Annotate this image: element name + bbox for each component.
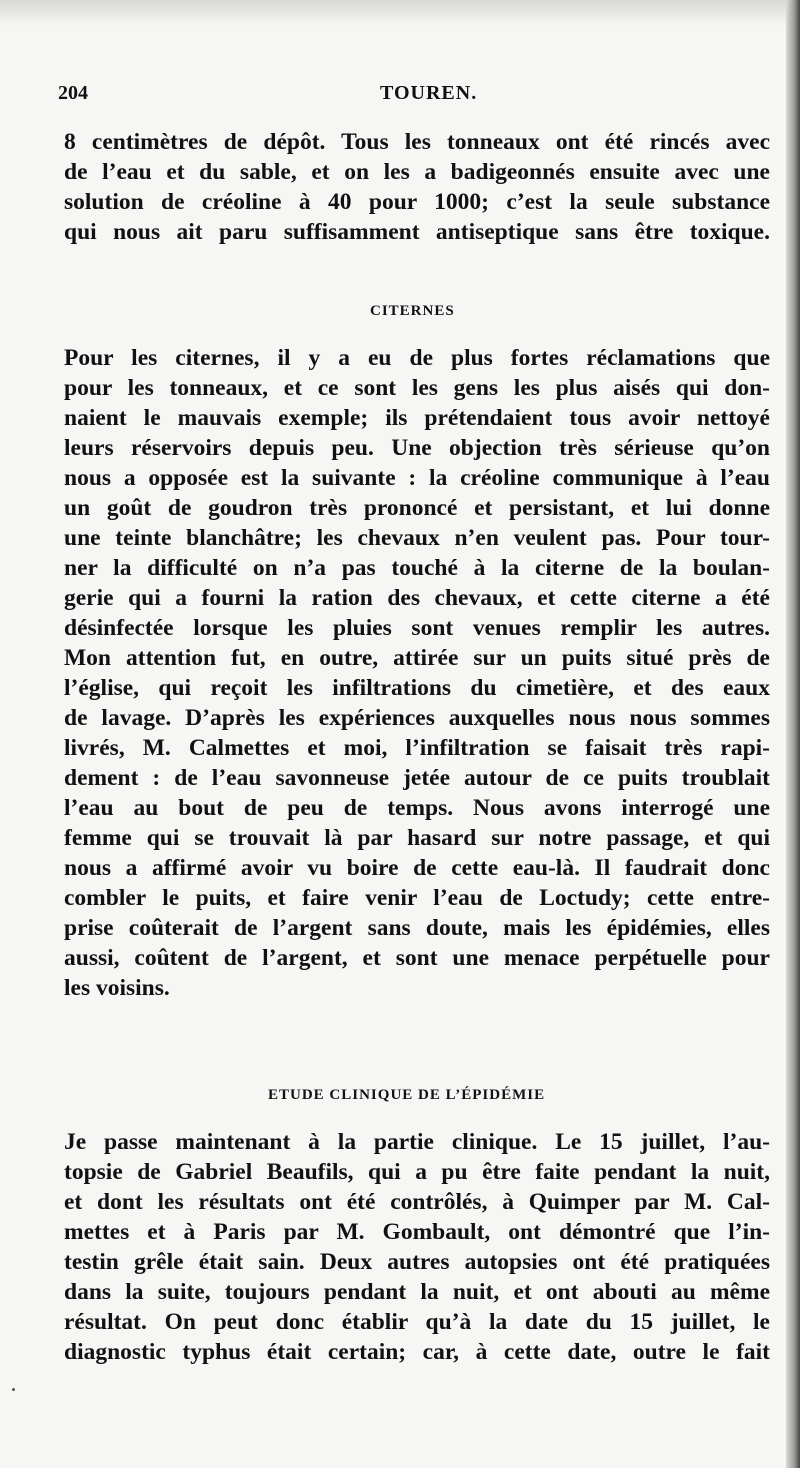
text-line: et dont les résultats ont été contrôlés, à Quimper par M. Cal- <box>64 1189 770 1215</box>
text-line: diagnostic typhus était certain; car, à cette date, outre le fait <box>64 1339 770 1365</box>
text-line: pour les tonneaux, et ce sont les gens les plus aisés qui don- <box>64 375 770 401</box>
paragraph-1 <box>64 127 770 247</box>
text-line: un goût de goudron très prononcé et persistant, et lui donne <box>64 495 770 521</box>
margin-speck <box>12 1388 15 1391</box>
text-line: de lavage. D’après les expériences auxquelles nous nous sommes <box>64 705 770 731</box>
text-line: l’église, qui reçoit les infiltrations du cimetière, et des eaux <box>64 675 770 701</box>
text-line: désinfectée lorsque les pluies sont venues remplir les autres. <box>64 615 770 641</box>
text-line: testin grêle était sain. Deux autres autopsies ont été pratiquées <box>64 1249 770 1275</box>
text-line: résultat. On peut donc établir qu’à la date du 15 juillet, le <box>64 1309 770 1335</box>
paragraph-3 <box>64 1127 770 1367</box>
text-line: femme qui se trouvait là par hasard sur notre passage, et qui <box>64 825 770 851</box>
text-line: gerie qui a fourni la ration des chevaux, et cette citerne a été <box>64 585 770 611</box>
text-line: solution de créoline à 40 pour 1000; c’est la seule substance <box>64 189 770 215</box>
text-line: l’eau au bout de peu de temps. Nous avons interrogé une <box>64 795 770 821</box>
text-line: livrés, M. Calmettes et moi, l’infiltration se faisait très rapi- <box>64 735 770 761</box>
text-line: mettes et à Paris par M. Gombault, ont démontré que l’in- <box>64 1219 770 1245</box>
text-line: dement : de l’eau savonneuse jetée autour de ce puits troublait <box>64 765 770 791</box>
text-line: topsie de Gabriel Beaufils, qui a pu être faite pendant la nuit, <box>64 1159 770 1185</box>
text-line: 8 centimètres de dépôt. Tous les tonneaux ont été rincés avec <box>64 129 770 155</box>
text-line: ner la difficulté on n’a pas touché à la citerne de la boulan- <box>64 555 770 581</box>
page-number: 204 <box>58 82 88 104</box>
text-line: nous a affirmé avoir vu boire de cette eau-là. Il faudrait donc <box>64 855 770 881</box>
page-binding-edge <box>786 0 800 1468</box>
text-line: naient le mauvais exemple; ils prétendaient tous avoir nettoyé <box>64 405 770 431</box>
text-line: nous a opposée est la suivante : la créoline communique à l’eau <box>64 465 770 491</box>
text-line: prise coûterait de l’argent sans doute, mais les épidémies, elles <box>64 915 770 941</box>
running-title: TOUREN. <box>380 82 478 104</box>
text-line: qui nous ait paru suffisamment antiseptique sans être toxique. <box>64 219 770 245</box>
text-line: Je passe maintenant à la partie clinique. Le 15 juillet, l’au- <box>64 1129 770 1155</box>
text-line: dans la suite, toujours pendant la nuit, et ont abouti au même <box>64 1279 770 1305</box>
text-line: une teinte blanchâtre; les chevaux n’en veulent pas. Pour tour- <box>64 525 770 551</box>
text-line: les voisins. <box>64 975 170 1001</box>
page-top-shadow <box>0 0 800 26</box>
text-line: leurs réservoirs depuis peu. Une objection très sérieuse qu’on <box>64 435 770 461</box>
paragraph-2 <box>64 343 770 1003</box>
text-line: aussi, coûtent de l’argent, et sont une menace perpétuelle pour <box>64 945 770 971</box>
text-line: combler le puits, et faire venir l’eau de Loctudy; cette entre- <box>64 885 770 911</box>
section-heading-etude-clinique: ETUDE CLINIQUE DE L’ÉPIDÉMIE <box>268 1087 546 1103</box>
text-line: Pour les citernes, il y a eu de plus fortes réclamations que <box>64 345 770 371</box>
text-line: Mon attention fut, en outre, attirée sur un puits situé près de <box>64 645 770 671</box>
page-header <box>58 82 778 112</box>
text-line: de l’eau et du sable, et on les a badigeonnés ensuite avec une <box>64 159 770 185</box>
section-heading-citernes: CITERNES <box>370 303 455 319</box>
